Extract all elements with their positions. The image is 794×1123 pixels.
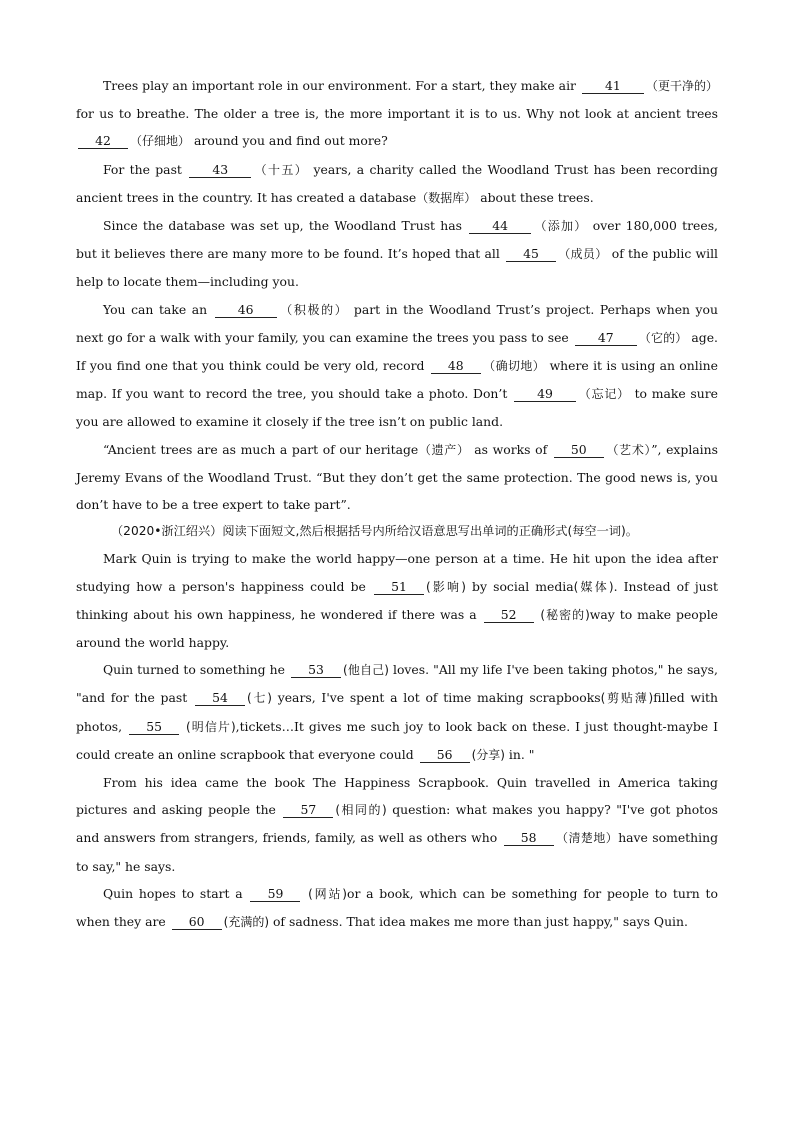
text: or a book, which can be something for people to turn to when they are bbox=[76, 885, 718, 930]
blank-51[interactable]: 51 bbox=[374, 580, 424, 595]
blank-58[interactable]: 58 bbox=[504, 831, 554, 846]
text: where it is using an online map. If you want to record the tree, you should take a photo. Don’t bbox=[76, 358, 718, 402]
hint-41: （更干净的） bbox=[645, 79, 718, 93]
blank-50[interactable]: 50 bbox=[554, 443, 604, 458]
text: by social media bbox=[465, 578, 574, 594]
text: Quin hopes to start a bbox=[103, 885, 249, 901]
text: ”, explains Jeremy Evans of the Woodland Trust. “But they don’t get the same protection. The good news is, you don’t have to be a tree expert to take part”. bbox=[76, 441, 718, 513]
hint-47: （它的） bbox=[638, 330, 688, 345]
text: as works of bbox=[469, 441, 552, 457]
passage2-paragraph-4 bbox=[76, 880, 718, 936]
passage1-paragraph-4 bbox=[76, 296, 718, 436]
blank-56[interactable]: 56 bbox=[420, 748, 470, 763]
hint-44: （添加） bbox=[533, 219, 588, 234]
blank-44[interactable]: 44 bbox=[469, 219, 531, 234]
hint-49: （忘记） bbox=[578, 387, 630, 402]
blank-48[interactable]: 48 bbox=[431, 359, 481, 374]
blank-45[interactable]: 45 bbox=[506, 247, 556, 262]
text: question: what makes you happy? "I've got photos and answers from strangers, friends, family, as well as others who bbox=[76, 802, 718, 846]
hint-database: （数据库） bbox=[416, 190, 477, 205]
text: ,tickets…It gives me such joy to look back on these. I just thought-maybe I could create an online scrapbook that everyone could bbox=[76, 718, 718, 762]
hint-46: （积极的） bbox=[278, 302, 349, 317]
blank-46[interactable]: 46 bbox=[215, 303, 277, 318]
text: years, a charity called the Woodland Trust has been recording ancient trees in the country. It has created a database bbox=[76, 161, 718, 205]
blank-57[interactable]: 57 bbox=[283, 803, 333, 818]
text: loves. "All my life I've been taking photos," he says, "and for the past bbox=[76, 662, 718, 706]
passage1-paragraph-5 bbox=[76, 436, 718, 519]
text: Mark Quin is trying to make the world happy—one person at a time. He hit upon the idea after studying how a person's happiness could be bbox=[76, 551, 718, 594]
hint-58: （清楚地） bbox=[555, 831, 619, 846]
text: Since the database was set up, the Woodland Trust has bbox=[103, 218, 468, 234]
text: part in the Woodland Trust’s project. Perhaps when you next go for a walk with your family, you can examine the trees you pass to see bbox=[76, 301, 718, 345]
text: of the public will help to locate them—including you. bbox=[76, 246, 718, 290]
hint-59: (网站) bbox=[302, 886, 347, 901]
blank-42[interactable]: 42 bbox=[78, 134, 128, 149]
passage2-paragraph-3 bbox=[76, 769, 718, 880]
hint-48: （确切地） bbox=[482, 359, 546, 374]
hint-heritage: （遗产） bbox=[418, 442, 470, 457]
hint-media: (媒体) bbox=[573, 579, 614, 594]
blank-53[interactable]: 53 bbox=[291, 663, 341, 678]
passage2-paragraph-2 bbox=[76, 656, 718, 769]
blank-52[interactable]: 52 bbox=[484, 608, 534, 623]
hint-42: （仔细地） bbox=[130, 134, 191, 149]
blank-59[interactable]: 59 bbox=[250, 887, 300, 902]
text: of sadness. That idea makes me more than just happy," says Quin. bbox=[269, 914, 688, 930]
text: around you and find out more? bbox=[190, 133, 388, 149]
passage1-paragraph-1 bbox=[76, 72, 718, 156]
hint-53: (他自己) bbox=[343, 663, 389, 678]
blank-54[interactable]: 54 bbox=[195, 691, 245, 706]
text: filled with photos, bbox=[76, 690, 718, 734]
hint-54: (七) bbox=[246, 691, 272, 706]
blank-41[interactable]: 41 bbox=[582, 79, 644, 94]
hint-60: (充满的) bbox=[223, 915, 270, 930]
hint-45: （成员） bbox=[558, 247, 608, 262]
hint-56: (分享) bbox=[471, 747, 505, 762]
text: Quin turned to something he bbox=[103, 662, 290, 678]
text: years, I've spent a lot of time making scrapbooks bbox=[271, 690, 601, 706]
text: From his idea came the book The Happiness Scrapbook. Quin travelled in America taking pictures and asking people the bbox=[76, 775, 718, 818]
text: Trees play an important role in our environment. For a start, they make air bbox=[103, 78, 580, 93]
blank-55[interactable]: 55 bbox=[129, 720, 179, 735]
blank-43[interactable]: 43 bbox=[189, 163, 251, 178]
passage2-paragraph-1 bbox=[76, 545, 718, 656]
hint-52: (秘密的) bbox=[535, 607, 590, 622]
text: to make sure you are allowed to examine it closely if the tree isn’t on public land. bbox=[76, 386, 718, 430]
hint-57: (相同的) bbox=[335, 803, 387, 818]
text: over 180,000 trees, but it believes there are many more to be found. It’s hoped that all bbox=[76, 218, 718, 262]
section-heading: （2020•浙江绍兴）阅读下面短文,然后根据括号内所给汉语意思写出单词的正确形式(每空一词)。 bbox=[111, 524, 638, 539]
text: have something to say," he says. bbox=[76, 830, 718, 874]
passage1-paragraph-2 bbox=[76, 156, 718, 212]
document-page bbox=[76, 72, 718, 936]
hint-51: (影响) bbox=[425, 579, 466, 594]
text: for us to breathe. The older a tree is, the more important it is to us. Why not look at ancient trees bbox=[76, 106, 718, 122]
text: For the past bbox=[103, 161, 188, 177]
text: in. " bbox=[504, 746, 535, 762]
text: way to make people around the world happy. bbox=[76, 606, 718, 651]
passage1-paragraph-3 bbox=[76, 212, 718, 296]
text: “Ancient trees are as much a part of our heritage bbox=[103, 441, 419, 457]
text: . Instead of just thinking about his own happiness, he wondered if there was a bbox=[76, 578, 718, 622]
hint-55: (明信片) bbox=[181, 719, 236, 734]
text: about these trees. bbox=[476, 189, 594, 205]
hint-50: （艺术） bbox=[605, 442, 652, 457]
text: You can take an bbox=[103, 301, 213, 317]
text: age. If you find one that you think could be very old, record bbox=[76, 329, 718, 374]
blank-49[interactable]: 49 bbox=[514, 387, 576, 402]
blank-47[interactable]: 47 bbox=[575, 331, 637, 346]
blank-60[interactable]: 60 bbox=[172, 915, 222, 930]
hint-scrapbooks: (剪贴薄) bbox=[600, 691, 654, 706]
hint-43: （十五） bbox=[253, 162, 309, 177]
